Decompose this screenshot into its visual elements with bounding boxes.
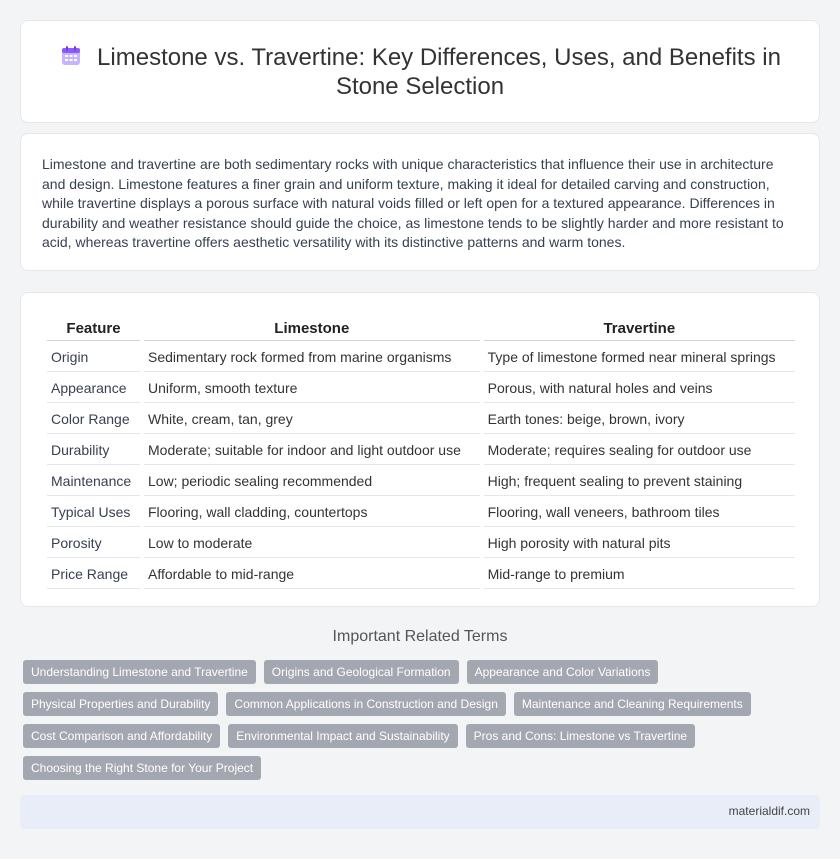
limestone-cell: Low to moderate <box>144 529 480 558</box>
travertine-cell: High porosity with natural pits <box>484 529 795 558</box>
related-term-tag[interactable]: Pros and Cons: Limestone vs Travertine <box>466 724 695 748</box>
related-term-tag[interactable]: Understanding Limestone and Travertine <box>23 660 256 684</box>
feature-cell: Typical Uses <box>47 498 140 527</box>
related-term-tag[interactable]: Origins and Geological Formation <box>264 660 459 684</box>
related-term-tag[interactable]: Appearance and Color Variations <box>467 660 659 684</box>
tag-row <box>23 692 783 724</box>
page-title: Limestone vs. Travertine: Key Differences, Uses, and Benefits in Stone Selection <box>97 44 781 100</box>
table-row <box>47 560 795 589</box>
limestone-cell: Affordable to mid-range <box>144 560 480 589</box>
page-title-wrap <box>51 43 789 101</box>
table-row <box>47 529 795 558</box>
travertine-cell: High; frequent sealing to prevent staining <box>484 467 795 496</box>
tag-row <box>23 756 783 788</box>
table-row <box>47 343 795 372</box>
travertine-cell: Mid-range to premium <box>484 560 795 589</box>
limestone-cell: Flooring, wall cladding, countertops <box>144 498 480 527</box>
limestone-cell: Low; periodic sealing recommended <box>144 467 480 496</box>
limestone-cell: Moderate; suitable for indoor and light outdoor use <box>144 436 480 465</box>
travertine-cell: Porous, with natural holes and veins <box>484 374 795 403</box>
related-terms-list <box>23 660 783 788</box>
feature-cell: Durability <box>47 436 140 465</box>
header-feature: Feature <box>47 317 140 341</box>
tag-row <box>23 724 783 756</box>
travertine-cell: Type of limestone formed near mineral springs <box>484 343 795 372</box>
feature-cell: Porosity <box>47 529 140 558</box>
intro-paragraph: Limestone and travertine are both sedimentary rocks with unique characteristics that influence their use in architecture and design. Limestone features a finer grain and uniform texture, making it ideal for detailed carving and construction, while travertine displays a porous surface with natural voids filled or left open for a textured appearance. Differences in durability and weather resistance should guide the choice, as limestone tends to be slightly harder and more resistant to acid, whereas travertine offers aesthetic versatility with its distinctive patterns and warm tones. <box>42 156 784 251</box>
travertine-cell: Moderate; requires sealing for outdoor use <box>484 436 795 465</box>
limestone-cell: Uniform, smooth texture <box>144 374 480 403</box>
calendar-icon <box>59 44 83 68</box>
table-header-row <box>47 317 795 341</box>
table-row <box>47 498 795 527</box>
feature-cell: Color Range <box>47 405 140 434</box>
feature-cell: Maintenance <box>47 467 140 496</box>
feature-cell: Price Range <box>47 560 140 589</box>
related-term-tag[interactable]: Choosing the Right Stone for Your Project <box>23 756 261 780</box>
related-term-tag[interactable]: Cost Comparison and Affordability <box>23 724 220 748</box>
header-card <box>20 20 820 123</box>
feature-cell: Appearance <box>47 374 140 403</box>
intro-card <box>20 133 820 271</box>
table-row <box>47 405 795 434</box>
footer <box>20 795 820 829</box>
related-term-tag[interactable]: Environmental Impact and Sustainability <box>228 724 457 748</box>
comparison-card <box>20 292 820 607</box>
feature-cell: Origin <box>47 343 140 372</box>
table-row <box>47 467 795 496</box>
header-limestone: Limestone <box>144 317 480 341</box>
limestone-cell: Sedimentary rock formed from marine organisms <box>144 343 480 372</box>
related-term-tag[interactable]: Physical Properties and Durability <box>23 692 218 716</box>
footer-site-link[interactable]: materialdif.com <box>728 804 810 818</box>
related-term-tag[interactable]: Common Applications in Construction and Design <box>226 692 505 716</box>
tag-row <box>23 660 783 692</box>
header-travertine: Travertine <box>484 317 795 341</box>
travertine-cell: Earth tones: beige, brown, ivory <box>484 405 795 434</box>
related-term-tag[interactable]: Maintenance and Cleaning Requirements <box>514 692 751 716</box>
travertine-cell: Flooring, wall veneers, bathroom tiles <box>484 498 795 527</box>
related-terms-heading: Important Related Terms <box>332 628 508 645</box>
table-row <box>47 374 795 403</box>
table-row <box>47 436 795 465</box>
limestone-cell: White, cream, tan, grey <box>144 405 480 434</box>
comparison-table <box>43 315 799 591</box>
